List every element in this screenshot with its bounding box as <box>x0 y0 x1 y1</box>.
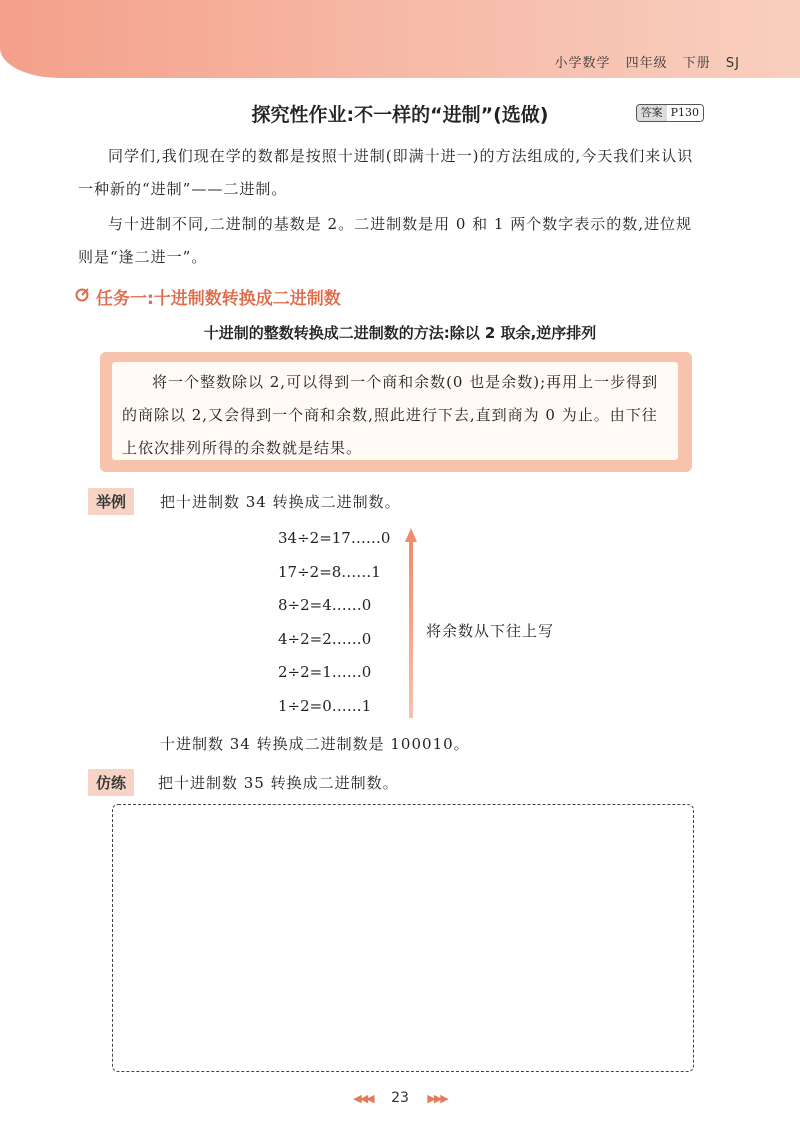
swirl-icon <box>74 287 90 307</box>
practice-label: 仿练 <box>88 769 134 796</box>
example-label: 举例 <box>88 488 134 515</box>
answer-label: 答案 <box>637 105 667 121</box>
book-info <box>544 52 740 71</box>
book-edition: SJ <box>725 56 740 71</box>
book-grade: 四年级 <box>625 56 668 71</box>
method-note-text: 将一个整数除以 2,可以得到一个商和余数(0 也是余数);再用上一步得到的商除以 2,又会得到一个商和余数,照此进行下去,直到商为 0 为止。由下往上依次排列所得的余数就是结果。 <box>122 373 659 457</box>
up-arrow-icon <box>404 528 418 718</box>
page-title: 探究性作业:不一样的“进制”(选做) <box>251 104 549 126</box>
intro-paragraph-2: 与十进制不同,二进制的基数是 2。二进制数是用 0 和 1 两个数字表示的数,进位规则是“逢二进一”。 <box>78 215 693 266</box>
book-volume: 下册 <box>682 56 711 71</box>
method-title: 十进制的整数转换成二进制数的方法:除以 2 取余,逆序排列 <box>203 324 597 342</box>
method-note-box <box>100 352 692 472</box>
task-heading <box>74 284 341 309</box>
division-step: 34÷2=17……0 <box>278 529 391 547</box>
arrow-note: 将余数从下往上写 <box>426 622 555 640</box>
division-steps <box>278 522 390 724</box>
example-result: 十进制数 34 转换成二进制数是 100010。 <box>160 735 470 753</box>
method-note-paper <box>112 362 678 460</box>
intro-paragraph-1: 同学们,我们现在学的数都是按照十进制(即满十进一)的方法组成的,今天我们来认识一种新的“进制”——二进制。 <box>78 147 694 198</box>
answer-box[interactable] <box>112 804 694 1072</box>
answer-page: P130 <box>667 105 703 121</box>
division-step: 4÷2=2……0 <box>278 629 372 648</box>
division-step: 8÷2=4……0 <box>278 596 372 615</box>
division-step: 2÷2=1……0 <box>278 663 372 682</box>
right-arrows-icon: ▶▶▶ <box>427 1092 447 1105</box>
page-footer <box>0 1090 800 1106</box>
division-step: 17÷2=8……1 <box>278 562 381 581</box>
answer-reference[interactable] <box>636 104 704 122</box>
division-step: 1÷2=0……1 <box>278 696 372 715</box>
left-arrows-icon: ◀◀◀ <box>353 1092 373 1105</box>
practice-prompt: 把十进制数 35 转换成二进制数。 <box>158 774 399 792</box>
example-prompt: 把十进制数 34 转换成二进制数。 <box>160 493 401 511</box>
page-number: 23 <box>391 1090 409 1106</box>
task-heading-text: 任务一:十进制数转换成二进制数 <box>96 289 341 309</box>
book-subject: 小学数学 <box>554 56 611 71</box>
